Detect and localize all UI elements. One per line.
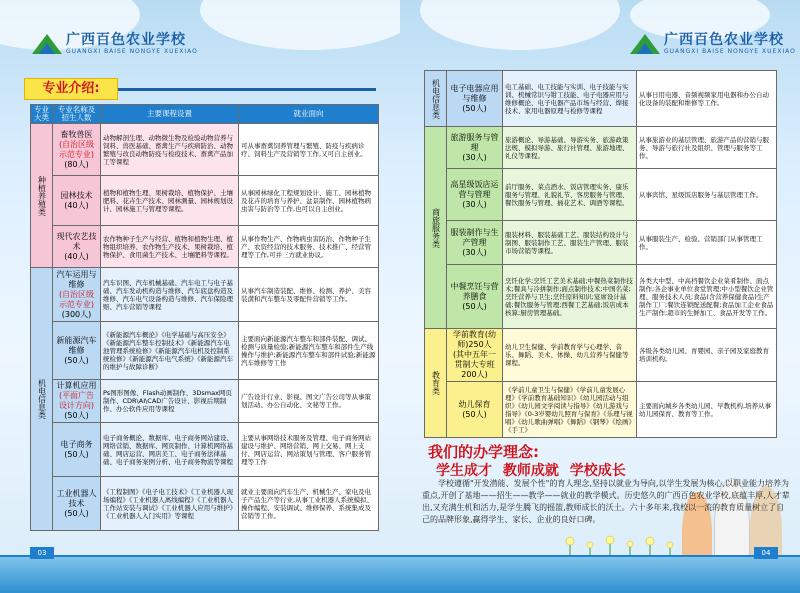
major-table-right bbox=[424, 70, 777, 438]
table-row bbox=[425, 71, 777, 127]
enrollment-count: (30人) bbox=[462, 247, 487, 257]
major-name: 学前教育(幼师)250人 bbox=[452, 330, 497, 349]
enrollment-count: (80人) bbox=[64, 159, 89, 169]
table-row bbox=[425, 127, 777, 169]
category-cell: 机电信息类 bbox=[425, 71, 447, 127]
major-name: 工业机器人技术 bbox=[56, 488, 97, 508]
major-name: 高星级饭店运营与管理 bbox=[450, 179, 499, 199]
major-name: 汽车运用与维修 bbox=[56, 269, 97, 289]
major-name: 幼儿保育 bbox=[458, 399, 491, 409]
category-cell: 教育类 bbox=[425, 329, 447, 438]
cloud-decoration bbox=[420, 0, 620, 50]
major-name-cell bbox=[53, 124, 101, 176]
school-name: 广西百色农业学校 bbox=[66, 31, 186, 48]
major-name-cell bbox=[447, 265, 503, 329]
courses-cell: 服装材料、服装基础工艺、服装结构设计与制图、服装制作工艺、服装生产管理、服装市场营销等课程。 bbox=[503, 221, 637, 265]
major-name: 中餐烹饪与营养膳食 bbox=[450, 281, 499, 301]
major-direction: (自治区级示范专业) bbox=[58, 139, 95, 159]
right-page bbox=[400, 0, 800, 593]
major-name: 现代农艺技术 bbox=[56, 231, 97, 251]
category-cell: 商旅服务类 bbox=[425, 127, 447, 329]
table-row bbox=[31, 124, 379, 176]
enrollment-count: (50人) bbox=[462, 103, 487, 113]
page-number: 03 bbox=[30, 547, 54, 559]
major-name: 计算机应用 bbox=[56, 381, 97, 390]
school-name-en: GUANGXI BAISE NONGYE XUEXIAO bbox=[66, 47, 198, 55]
jobs-cell: 广告设计行业、影视、图文广告公司等从事策划活动、办公自动化、文秘等工作。 bbox=[239, 380, 379, 423]
major-direction: (自治区级示范专业) bbox=[58, 289, 95, 309]
major-name-cell bbox=[447, 382, 503, 438]
table-row bbox=[31, 380, 379, 423]
mountain-logo-icon bbox=[630, 32, 660, 54]
courses-cell: 汽车识图、汽车机械基础、汽车电工与电子基础、汽车发动机构造与维修、汽车底盘构造及维修、汽车电气设备构造与维修、汽车保险理赔、汽车营销等课程 bbox=[101, 268, 239, 322]
jobs-cell: 从事作物生产、作物病虫害防治、作物种子生产、农资经营的技术服务、技术推广、经营管理等工作,可并三方就业协议。 bbox=[239, 226, 379, 268]
enrollment-count: (其中五年一贯制大专班200人) bbox=[452, 350, 497, 379]
school-logo bbox=[630, 26, 796, 60]
jobs-cell: 从事旅游业的基层管理、旅游产品的营销与服务、导游与旅行社及组织、管理与服务等工作。 bbox=[637, 127, 777, 169]
courses-cell: 烹饪化学;烹饪工艺美术基础;中餐热菜制作技术;餐具与冷拼制作;面点制作技术;中国名菜;烹饪营养与卫生;烹饪原料知识;宴席设计基础;餐饮服务与管理;西餐工艺基础;饭店成本核算;厨房管理基础。 bbox=[503, 265, 637, 329]
jobs-cell: 主要从事网络技术服务及管理、电子商务网站建设与维护、网络营销、网上交易、网上支付、网店运营、网站策划与管理、客户服务管理等工作 bbox=[239, 423, 379, 477]
courses-cell: 《工程制图》《电子电工技术》《工业机器人现场编程》《工业机器人离线编程》《工业机器人工作站安装与调试》《工业机器人应用与维护》《工业机器人入门实用》等课程 bbox=[101, 477, 239, 531]
courses-cell: 电子商务概论、数据库、电子商务网站建设、网络营销、数据库、网页制作、计算机网络基础、网店运营、网店美工、电子商务法律基础、电子商务案例分析、电子商务物流等课程 bbox=[101, 423, 239, 477]
table-header-row bbox=[31, 105, 379, 124]
jobs-cell: 从事汽车制造装配、维修、检测、养护、美容装潢和汽车整车及零配件营销等工作。 bbox=[239, 268, 379, 322]
table-row bbox=[31, 423, 379, 477]
courses-cell: 旅游概论、导游基础、导游实务、旅游政策法规、模拟导游、旅行社管理、旅游地理、礼仪等课程。 bbox=[503, 127, 637, 169]
section-title: 专业介绍: bbox=[24, 78, 118, 100]
jobs-cell: 从事园林绿化工程规划设计、施工、园林植物及花卉的培育与养护、盆景制作、园林植物病虫害与防治等工作,也可以自主创业。 bbox=[239, 176, 379, 226]
enrollment-count: (40人) bbox=[64, 200, 89, 210]
table-row bbox=[31, 226, 379, 268]
slogan-title: 我们的办学理念: bbox=[428, 443, 539, 461]
major-name-cell bbox=[53, 423, 101, 477]
major-name: 新能源汽车维修 bbox=[56, 335, 97, 355]
courses-cell: 《学前儿童卫生与保健》《学前儿童发展心理》《学前教育基础知识》《幼儿园活动与组织》《幼儿园文学阅读与指导》《幼儿游戏与指导》《0-3岁婴幼儿照育与保育》《乐理与视唱》《幼儿歌曲弹唱》《舞蹈》《钢琴》《绘画》《手工》 bbox=[503, 382, 637, 438]
category-cell: 机电信息类 bbox=[31, 268, 53, 531]
table-row bbox=[31, 477, 379, 531]
jobs-cell: 可从事畜禽饲养管理与繁殖、防疫与疾病诊疗、饲料生产及营销等工作,又可自主创业。 bbox=[239, 124, 379, 176]
jobs-cell: 从事宾馆、星级饭店服务与基层管理工作。 bbox=[637, 169, 777, 221]
courses-cell: 动物解剖生理、动物微生物及检验动物营养与饲料、兽医基础、畜禽生产与疾病防治、动物繁殖与改良动物防疫与检疫技术、畜禽产品加工等课程 bbox=[101, 124, 239, 176]
section-divider bbox=[118, 88, 376, 91]
major-name: 旅游服务与管理 bbox=[450, 132, 499, 152]
courses-cell: 植物和植物生理、果树栽培、植物保护、土壤肥料、花卉生产技术、园林测量、园林规划设计、园林施工与管理等课程。 bbox=[101, 176, 239, 226]
major-name: 园林技术 bbox=[60, 190, 93, 200]
major-name-cell bbox=[53, 380, 101, 423]
jobs-cell: 各类大中型、中高档餐饮企业菜肴制作、面点制作;各企事业单位食堂管理;中小型餐饮企业管理、服务技术人员;食品(含营养保健食品)生产制作工厂;餐饮连锁配送配餐;食品加工企业食品生产制作;超市的生鲜加工、食品开发等工作。 bbox=[637, 265, 777, 329]
jobs-cell: 主要面向城乡各类幼儿园、早教机构,培养从事幼儿园保育、教育等工作。 bbox=[637, 382, 777, 438]
major-name: 电子商务 bbox=[60, 439, 93, 449]
table-row bbox=[425, 382, 777, 438]
header-courses: 主要课程设置 bbox=[101, 105, 239, 124]
enrollment-count: (30人) bbox=[462, 199, 487, 209]
courses-cell: Ps图形图像、Flash动画制作、3Dsmax网页制作、CDR\AI\CAD广告设计、影视后期制作、办公软件应用等课程 bbox=[101, 380, 239, 423]
school-intro: 学校遵循"开发潜能、发展个性"的育人理念,坚持以就业为导向,以学生发展为核心,以职业能力培养为重点,开创了基地——招生——教学——就业的教学模式。历史悠久的广西百色农业学校,底蕴丰厚,人才辈出,又充满生机和活力,是学生腾飞的摇篮,教师成长的沃土。六十多年来,我校以一流的教育质量树立了自己的品牌形象,赢得学生、家长、企业的良好口碑。 bbox=[422, 479, 790, 524]
jobs-cell: 各级各类幼儿园、育婴园、亲子园及家庭教育培训机构。 bbox=[637, 329, 777, 382]
table-row bbox=[31, 322, 379, 380]
page-number: 04 bbox=[754, 547, 778, 559]
enrollment-count: (50人) bbox=[64, 508, 89, 518]
cloud-decoration bbox=[200, 0, 400, 50]
courses-cell: 《新能源汽车概论》《电学基础与高压安全》《新能源汽车整车控制技术》《新能源汽车电池管理系统检修》《新能源汽车电机及控制系统检修》《新能源汽车电气系统》《新能源汽车的维护与故障诊断》 bbox=[101, 322, 239, 380]
table-row bbox=[425, 265, 777, 329]
courses-cell: 农作物种子生产与经营、植物和植物生理、植物组织培养、农作物生产技术、果树栽培、植物保护、食用菌生产技术、土壤肥料等课程。 bbox=[101, 226, 239, 268]
mountain-logo-icon bbox=[32, 32, 62, 54]
enrollment-count: (40人) bbox=[64, 251, 89, 261]
jobs-cell: 从事服装生产、检验、营销部门从事管理工作。 bbox=[637, 221, 777, 265]
table-row bbox=[31, 176, 379, 226]
enrollment-count: (50人) bbox=[64, 449, 89, 459]
table-row bbox=[425, 169, 777, 221]
footer-water bbox=[400, 557, 800, 593]
footer-water bbox=[0, 557, 400, 593]
major-direction: (平面广告设计方向) bbox=[58, 391, 95, 410]
enrollment-count: (50人) bbox=[462, 409, 487, 419]
major-name-cell bbox=[53, 268, 101, 322]
jobs-cell: 就业主要面向汽车生产、机械生产、家电及电子产品生产等行业,从事工业机器人系统模拟、操作编程、安装调试、维修保养、系统集成及营销等工作。 bbox=[239, 477, 379, 531]
enrollment-count: (50人) bbox=[64, 355, 89, 365]
major-name-cell bbox=[447, 127, 503, 169]
category-cell: 种植养殖类 bbox=[31, 124, 53, 268]
major-name-cell bbox=[53, 322, 101, 380]
header-major: 专业名称及招生人数 bbox=[53, 105, 101, 124]
major-name-cell bbox=[53, 226, 101, 268]
school-name: 广西百色农业学校 bbox=[664, 31, 784, 48]
major-name-cell bbox=[447, 329, 503, 382]
enrollment-count: (300人) bbox=[61, 309, 92, 319]
jobs-cell: 主要面向新能源汽车整车和部件装配、调试、检测与质量检验;新能源汽车整车和部件生产线操作与维护;新能源汽车整车和部件试验;新能源汽车维修等工作 bbox=[239, 322, 379, 380]
courses-cell: 前厅服务、菜点酒水、饭店管理实务、康乐服务与管理、礼貌礼节、客房服务与管理、餐饮服务与管理、插花艺术、调酒等课程。 bbox=[503, 169, 637, 221]
school-logo bbox=[32, 26, 198, 60]
major-name: 服装制作与生产管理 bbox=[450, 227, 499, 247]
flower-decoration-icon bbox=[560, 533, 680, 555]
enrollment-count: (50人) bbox=[64, 411, 89, 420]
major-table-left bbox=[30, 104, 379, 531]
jobs-cell: 从事日用电器、音频视频家用电器和办公自动化设备的装配和维修等工作。 bbox=[637, 71, 777, 127]
courses-cell: 幼儿卫生保健、学前教育学与心理学、音乐、舞蹈、美术、体操、幼儿营养与保健等课程。 bbox=[503, 329, 637, 382]
table-row bbox=[31, 268, 379, 322]
courses-cell: 电工基础、电工技能与实训、电子技能与实训、机械常识与钳工技能、电子电器应用与维修概论、电子电器产品市场与经营、焊接技术、家用电器原理与检修等课程 bbox=[503, 71, 637, 127]
major-name: 电子电器应用与维修 bbox=[450, 83, 499, 103]
major-name: 畜牧兽医 bbox=[60, 129, 93, 139]
major-name-cell bbox=[447, 71, 503, 127]
header-category: 专业大类 bbox=[31, 105, 53, 124]
major-name-cell bbox=[53, 176, 101, 226]
table-row bbox=[425, 329, 777, 382]
enrollment-count: (50人) bbox=[462, 301, 487, 311]
enrollment-count: (30人) bbox=[462, 152, 487, 162]
header-jobs: 就业面向 bbox=[239, 105, 379, 124]
table-row bbox=[425, 221, 777, 265]
major-name-cell bbox=[447, 169, 503, 221]
school-name-en: GUANGXI BAISE NONGYE XUEXIAO bbox=[664, 47, 796, 55]
major-name-cell bbox=[53, 477, 101, 531]
major-name-cell bbox=[447, 221, 503, 265]
slogan: 学生成才 教师成就 学校成长 bbox=[436, 463, 626, 479]
